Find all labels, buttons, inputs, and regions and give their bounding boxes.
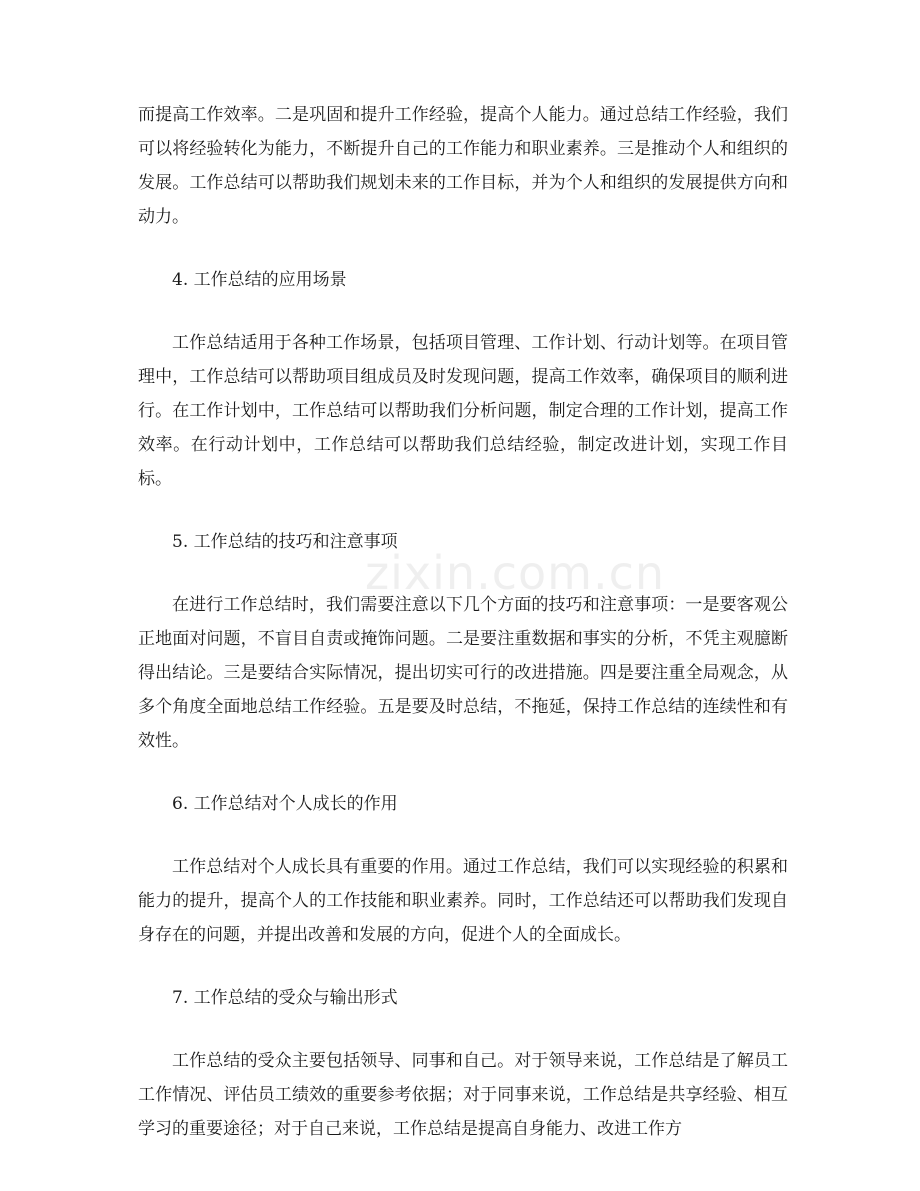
paragraph-section-7: 工作总结的受众主要包括领导、同事和自己。对于领导来说，工作总结是了解员工工作情况、评估员工绩效的重要参考依据；对于同事来说，工作总结是共享经验、相互学习的重要途径；对于自己来说，工作总结是提高自身能力、改进工作方	[138, 1051, 788, 1139]
section-heading-7: 7. 工作总结的受众与输出形式	[172, 988, 398, 1008]
section-heading-5: 5. 工作总结的技巧和注意事项	[172, 532, 398, 552]
paragraph-section-6: 工作总结对个人成长具有重要的作用。通过工作总结，我们可以实现经验的积累和能力的提升，提高个人的工作技能和职业素养。同时，工作总结还可以帮助我们发现自身存在的问题，并提出改善和发展的方向，促进个人的全面成长。	[138, 857, 788, 945]
document-body	[138, 98, 788, 1175]
watermark: zixin.com.cn	[365, 546, 666, 600]
section-heading-4: 4. 工作总结的应用场景	[172, 270, 347, 290]
paragraph-section-4: 工作总结适用于各种工作场景，包括项目管理、工作计划、行动计划等。在项目管理中，工作总结可以帮助项目组成员及时发现问题，提高工作效率，确保项目的顺利进行。在工作计划中，工作总结可以帮助我们分析问题，制定合理的工作计划，提高工作效率。在行动计划中，工作总结可以帮助我们总结经验，制定改进计划，实现工作目标。	[138, 333, 788, 489]
paragraph-section-5: 在进行工作总结时，我们需要注意以下几个方面的技巧和注意事项：一是要客观公正地面对问题，不盲目自责或掩饰问题。二是要注重数据和事实的分析，不凭主观臆断得出结论。三是要结合实际情况，提出切实可行的改进措施。四是要注重全局观念，从多个角度全面地总结工作经验。五是要及时总结，不拖延，保持工作总结的连续性和有效性。	[138, 595, 788, 751]
paragraph-intro-continuation: 而提高工作效率。二是巩固和提升工作经验，提高个人能力。通过总结工作经验，我们可以将经验转化为能力，不断提升自己的工作能力和职业素养。三是推动个人和组织的发展。工作总结可以帮助我们规划未来的工作目标，并为个人和组织的发展提供方向和动力。	[138, 105, 788, 227]
section-heading-6: 6. 工作总结对个人成长的作用	[172, 794, 398, 814]
